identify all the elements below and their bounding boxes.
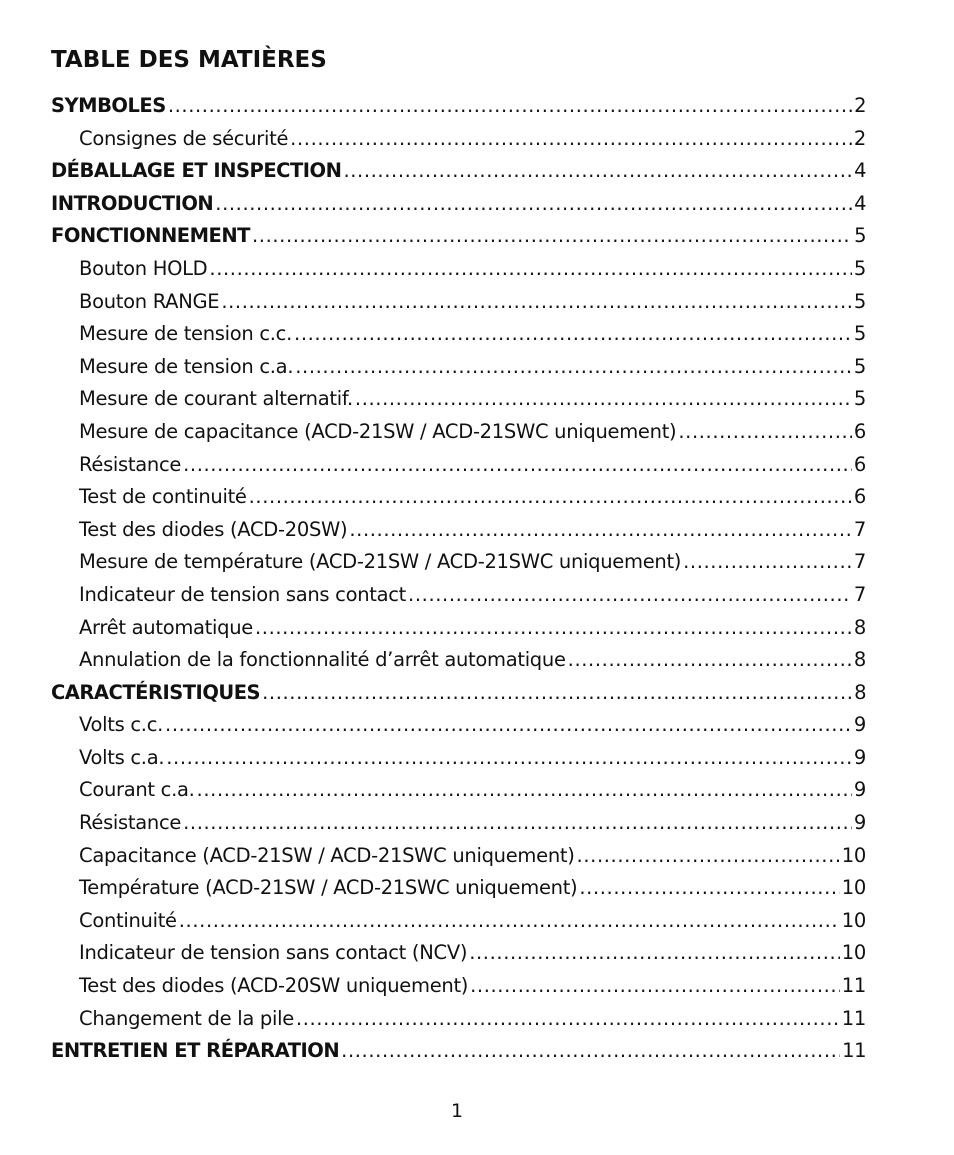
toc-entry-page: 6 [853, 485, 866, 509]
toc-dot-leader [295, 351, 852, 384]
toc-entry[interactable] [51, 1035, 866, 1068]
toc-dot-leader [168, 90, 852, 123]
toc-entry-label: Température (ACD-21SW / ACD-21SWC uniquement) [79, 876, 578, 900]
toc-dot-leader [577, 840, 840, 873]
toc-entry-page: 8 [853, 648, 866, 672]
toc-dot-leader [183, 449, 852, 482]
toc-dot-leader [683, 546, 852, 579]
toc-dot-leader [252, 220, 852, 253]
toc-entry-label: Mesure de tension c.a. [79, 354, 294, 378]
toc-entry-label: Arrêt automatique [79, 615, 253, 639]
toc-entry[interactable] [51, 383, 866, 416]
toc-dot-leader [215, 188, 852, 221]
toc-entry-page: 4 [854, 159, 866, 183]
toc-entry-label: FONCTIONNEMENT [51, 224, 250, 248]
toc-entry[interactable] [51, 644, 866, 677]
toc-entry[interactable] [51, 253, 866, 286]
toc-dot-leader [221, 286, 852, 319]
toc-entry[interactable] [51, 872, 866, 905]
toc-entry-page: 10 [841, 941, 866, 965]
toc-entry-page: 5 [853, 289, 866, 313]
toc-entry-label: Test des diodes (ACD-20SW) [79, 517, 348, 541]
page-number: 1 [450, 1100, 464, 1122]
toc-dot-leader [341, 1035, 840, 1068]
toc-entry-page: 10 [841, 908, 866, 932]
toc-entry-label: Volts c.a. [79, 745, 165, 769]
toc-entry[interactable] [51, 807, 866, 840]
toc-entry-page: 2 [854, 94, 866, 117]
toc-entry-label: DÉBALLAGE ET INSPECTION [51, 159, 342, 183]
toc-entry[interactable] [51, 351, 866, 384]
toc-dot-leader [296, 1003, 840, 1036]
toc-entry-label: Annulation de la fonctionnalité d’arrêt automatique [79, 648, 566, 672]
toc-entry-page: 8 [853, 615, 866, 639]
toc-dot-leader [470, 970, 840, 1003]
toc-entry-page: 9 [853, 713, 866, 737]
toc-entry-page: 6 [853, 419, 866, 443]
toc-entry-page: 6 [853, 452, 866, 476]
toc-entry-page: 10 [841, 876, 866, 900]
toc-dot-leader [179, 905, 840, 938]
toc-entry-label: Volts c.c. [79, 713, 164, 737]
toc-entry-label: Mesure de tension c.c. [79, 322, 293, 346]
toc-entry-label: Indicateur de tension sans contact [79, 582, 407, 606]
toc-entry-page: 4 [854, 191, 866, 215]
toc-entry-page: 2 [853, 126, 866, 150]
toc-dot-leader [579, 872, 839, 905]
toc-entry-label: Bouton HOLD [79, 256, 208, 280]
toc-dot-leader [165, 709, 852, 742]
toc-entry-page: 10 [841, 843, 866, 867]
toc-entry[interactable] [51, 774, 866, 807]
toc-entry[interactable] [51, 123, 866, 156]
toc-entry[interactable] [51, 579, 866, 612]
toc-entry-page: 8 [854, 680, 866, 704]
toc-entry-label: Capacitance (ACD-21SW / ACD-21SWC uniquement) [79, 843, 575, 867]
toc-entry[interactable] [51, 709, 866, 742]
toc-dot-leader [197, 774, 852, 807]
toc-dot-leader [290, 123, 852, 156]
toc-entry-label: Résistance [79, 452, 182, 476]
toc-dot-leader [568, 644, 852, 677]
toc-entry[interactable] [51, 546, 866, 579]
toc-entry-label: Changement de la pile [79, 1006, 294, 1030]
toc-entry[interactable] [51, 514, 866, 547]
toc-dot-leader [355, 383, 852, 416]
toc-dot-leader [469, 937, 840, 970]
toc-dot-leader [349, 514, 852, 547]
toc-dot-leader [255, 612, 852, 645]
toc-entry-label: Courant c.a. [79, 778, 195, 802]
toc-entry[interactable] [51, 677, 866, 710]
toc-dot-leader [343, 155, 852, 188]
toc-entry-label: Résistance [79, 811, 182, 835]
toc-entry[interactable] [51, 416, 866, 449]
toc-entry[interactable] [51, 481, 866, 514]
toc-entry-page: 5 [854, 224, 866, 248]
toc-entry-label: CARACTÉRISTIQUES [51, 680, 261, 704]
toc-entry[interactable] [51, 612, 866, 645]
toc-dot-leader [678, 416, 852, 449]
toc-dot-leader [183, 807, 852, 840]
toc-dot-leader [166, 742, 852, 775]
toc-entry[interactable] [51, 1003, 866, 1036]
toc-entry-page: 7 [853, 517, 866, 541]
toc-entry-label: ENTRETIEN ET RÉPARATION [51, 1039, 340, 1063]
toc-entry[interactable] [51, 155, 866, 188]
toc-dot-leader [294, 318, 852, 351]
toc-entry[interactable] [51, 905, 866, 938]
toc-entry-label: Indicateur de tension sans contact (NCV) [79, 941, 468, 965]
toc-entry-page: 11 [842, 1039, 866, 1063]
table-of-contents [51, 90, 866, 1068]
toc-entry[interactable] [51, 90, 866, 123]
toc-entry-page: 5 [853, 387, 866, 411]
toc-entry-label: Test des diodes (ACD-20SW uniquement) [79, 974, 469, 998]
toc-entry-label: Mesure de courant alternatif. [79, 387, 353, 411]
toc-entry-label: Test de continuité [79, 485, 247, 509]
toc-entry-label: Bouton RANGE [79, 289, 220, 313]
toc-entry[interactable] [51, 318, 866, 351]
toc-entry-label: Mesure de température (ACD-21SW / ACD-21SWC uniquement) [79, 550, 682, 574]
toc-entry-page: 11 [841, 974, 866, 998]
toc-dot-leader [249, 481, 852, 514]
toc-entry-page: 7 [853, 582, 866, 606]
toc-entry-label: INTRODUCTION [51, 191, 214, 215]
toc-dot-leader [262, 677, 852, 710]
toc-entry[interactable] [51, 742, 866, 775]
toc-entry[interactable] [51, 840, 866, 873]
toc-entry-page: 11 [841, 1006, 866, 1030]
toc-entry[interactable] [51, 188, 866, 221]
toc-entry-page: 5 [853, 322, 866, 346]
toc-entry[interactable] [51, 286, 866, 319]
toc-entry-page: 5 [853, 256, 866, 280]
toc-dot-leader [209, 253, 851, 286]
toc-entry[interactable] [51, 970, 866, 1003]
toc-entry-label: SYMBOLES [51, 94, 166, 117]
toc-entry-label: Consignes de sécurité [79, 126, 289, 150]
page-title: TABLE DES MATIÈRES [51, 47, 327, 73]
toc-dot-leader [408, 579, 852, 612]
toc-entry-page: 9 [853, 811, 866, 835]
toc-entry[interactable] [51, 220, 866, 253]
toc-entry[interactable] [51, 937, 866, 970]
toc-entry[interactable] [51, 449, 866, 482]
toc-entry-label: Mesure de capacitance (ACD-21SW / ACD-21SWC uniquement) [79, 419, 677, 443]
toc-entry-page: 9 [853, 778, 866, 802]
toc-entry-label: Continuité [79, 908, 177, 932]
toc-entry-page: 7 [853, 550, 866, 574]
toc-entry-page: 5 [853, 354, 866, 378]
toc-entry-page: 9 [853, 745, 866, 769]
